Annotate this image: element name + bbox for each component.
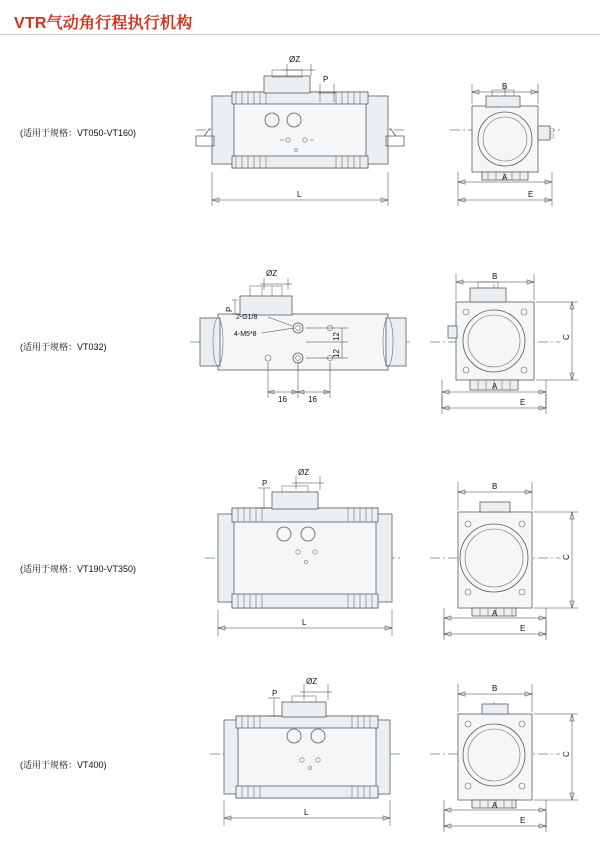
drawing-row-4	[0, 662, 600, 857]
dim-side-4-3: E	[520, 816, 526, 825]
side-view-4	[430, 684, 578, 832]
row-label-4: (适用于规格：VT400)	[20, 760, 107, 770]
dim-front-3-1: P	[262, 479, 268, 488]
front-view-4	[210, 677, 400, 826]
dim-side-2-3: E	[520, 398, 526, 407]
note-2-0: 2-G1/8	[236, 314, 258, 321]
dim-side-3-0: B	[492, 482, 498, 491]
dim-front-2-5: 12	[332, 349, 341, 358]
side-view-3	[430, 482, 578, 640]
dim-side-4-2: A	[492, 801, 498, 810]
dim-front-2-3: 16	[308, 395, 317, 404]
title-divider	[0, 34, 600, 35]
dim-front-2-4: 12	[332, 332, 341, 341]
drawing-row-3	[0, 446, 600, 646]
drawing-row-2	[0, 222, 600, 432]
dim-front-4-2: L	[304, 808, 309, 817]
dim-side-3-1: C	[562, 554, 571, 560]
dim-front-4-1: P	[272, 689, 278, 698]
dim-front-3-2: L	[302, 618, 307, 627]
dim-front-2-2: 16	[278, 395, 287, 404]
dim-side-2-1: C	[562, 334, 571, 340]
dim-side-1-2: E	[528, 190, 534, 199]
note-2-1: 4-M5*8	[234, 331, 257, 338]
dim-side-3-2: A	[492, 609, 498, 618]
drawing-row-1	[0, 40, 600, 220]
drawing-row-2-svg	[0, 222, 600, 432]
dim-front-1-1: P	[323, 75, 329, 84]
front-view-1	[196, 55, 404, 206]
dim-side-1-0: B	[502, 82, 508, 91]
dim-side-2-0: B	[492, 272, 498, 281]
dim-front-2-1: P	[225, 306, 234, 312]
row-label-2: (适用于规格：VT032)	[20, 342, 107, 352]
front-view-3	[205, 468, 400, 636]
dim-side-2-2: A	[492, 382, 498, 391]
dim-side-1-1: A	[502, 173, 508, 182]
front-view-2	[190, 269, 410, 404]
dim-front-4-0: ØZ	[306, 677, 318, 686]
dim-front-1-2: L	[297, 190, 302, 199]
page-title: VTR气动角行程执行机构	[14, 15, 193, 32]
row-label-1: (适用于规格：VT050-VT160)	[20, 128, 137, 138]
dim-side-4-1: C	[562, 751, 571, 757]
drawing-row-3-svg	[0, 446, 600, 646]
side-view-2	[430, 272, 578, 414]
dim-front-2-0: ØZ	[266, 269, 278, 278]
dim-side-3-3: E	[520, 624, 526, 633]
dim-side-4-0: B	[492, 684, 498, 693]
dim-front-1-0: ØZ	[289, 55, 301, 64]
side-view-1	[450, 82, 560, 206]
row-label-3: (适用于规格：VT190-VT350)	[20, 564, 137, 574]
dim-front-3-0: ØZ	[298, 468, 310, 477]
